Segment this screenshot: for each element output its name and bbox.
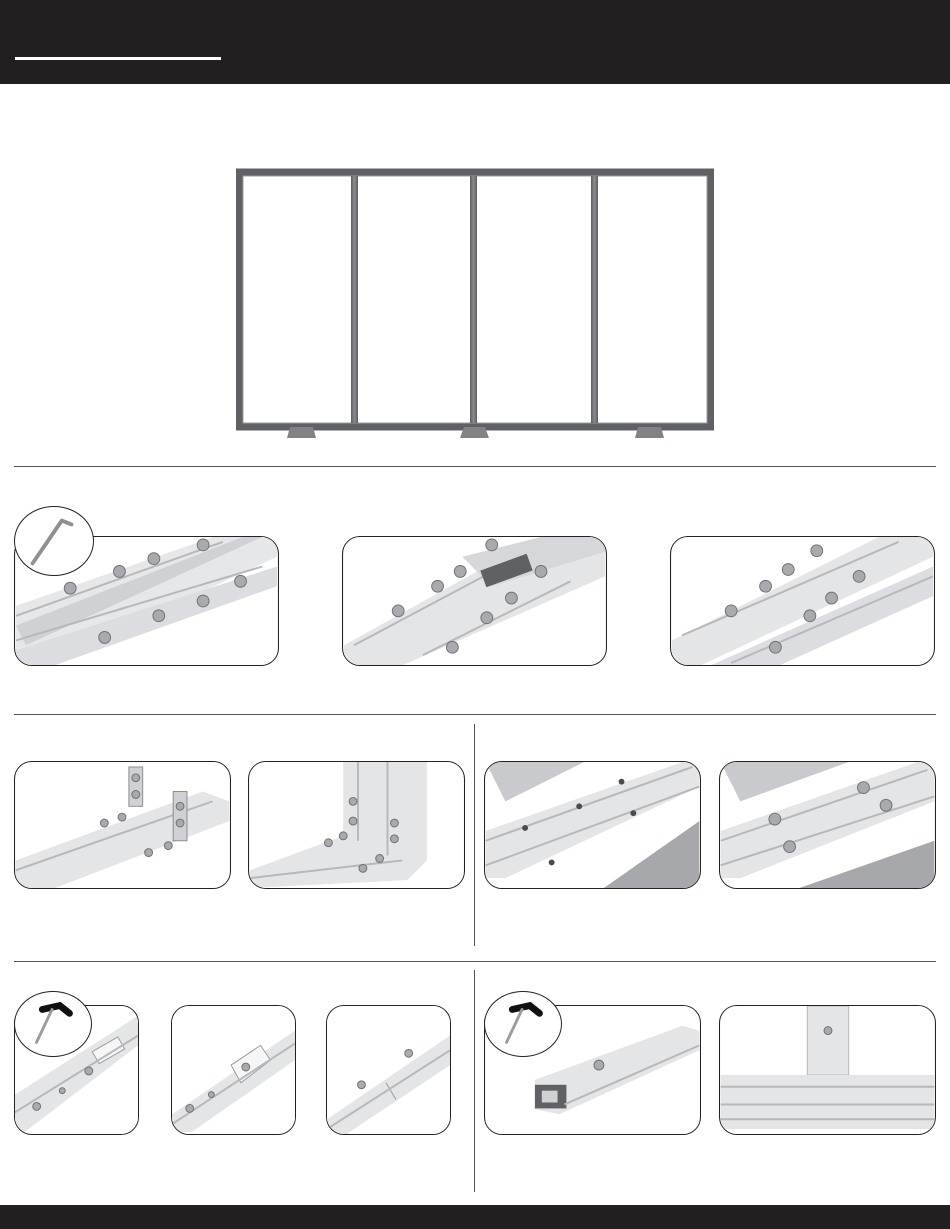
step-photo-connected-extrusions: [670, 536, 935, 666]
step-photo-extrusion-buttons: [719, 761, 936, 889]
step-photo-extrusion-holes: [484, 761, 701, 889]
column-divider-2: [474, 970, 475, 1192]
step-photo-corner-brackets: [14, 761, 231, 889]
header-bar: [0, 0, 950, 84]
t-handle-hex-key-icon-2: [484, 991, 562, 1057]
t-handle-hex-key-icon: [14, 991, 92, 1057]
step-photo-splice-sliding: [171, 1005, 296, 1135]
header-title-underline: [15, 57, 221, 60]
hex-key-icon: [14, 506, 94, 576]
frame-illustration: [236, 168, 714, 440]
section-divider-2: [14, 714, 936, 715]
step-photo-joining-extrusions: [342, 536, 607, 666]
step-photo-assembled-corner: [248, 761, 465, 889]
footer-bar: [0, 1205, 950, 1229]
section-divider-1: [14, 466, 936, 467]
column-divider-1: [474, 724, 475, 946]
step-photo-foot-attachment: [719, 1005, 936, 1135]
step-photo-splice-joined: [326, 1005, 451, 1135]
section-divider-3: [14, 961, 936, 962]
